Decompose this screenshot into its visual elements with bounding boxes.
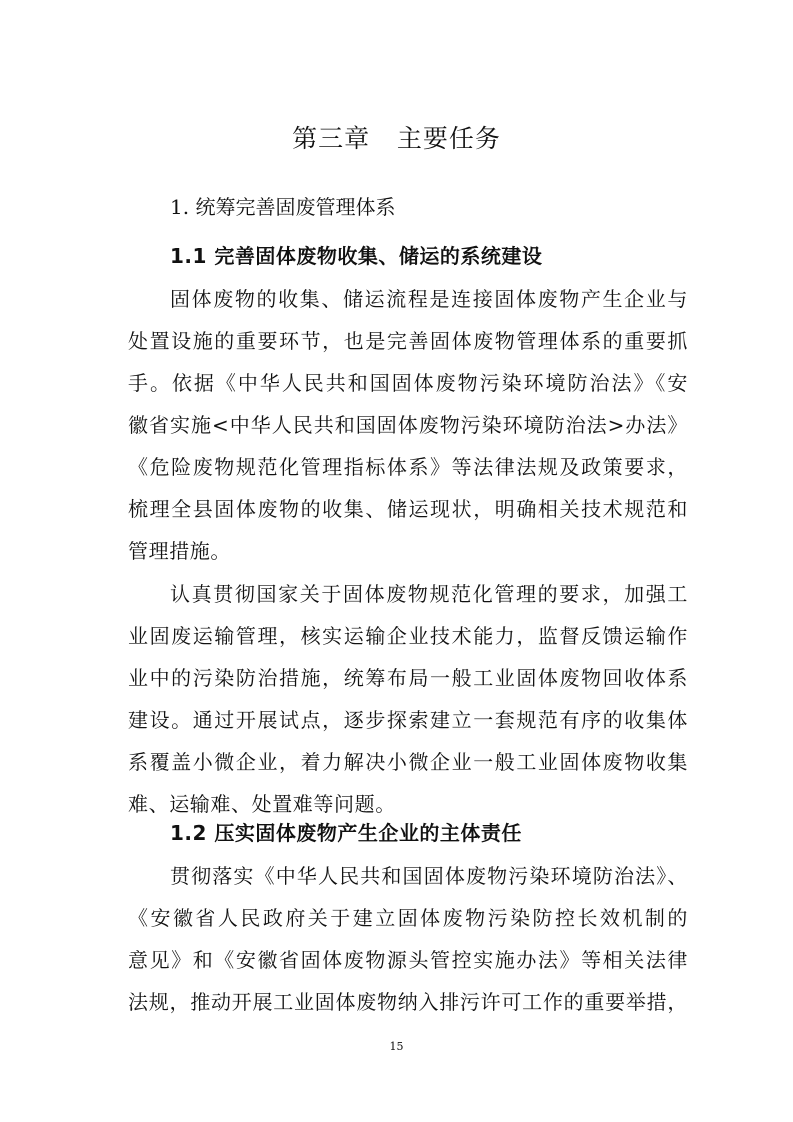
paragraph-line: 认真贯彻国家关于固体废物规范化管理的要求，加强工 xyxy=(170,582,688,606)
paragraph xyxy=(128,855,688,1023)
paragraph-line: 梳理全县固体废物的收集、储运现状，明确相关技术规范和 xyxy=(128,497,688,521)
paragraph-line: 业固废运输管理，核实运输企业技术能力，监督反馈运输作 xyxy=(128,624,688,648)
subsection-heading-1-1: 1.1 完善固体废物收集、储运的系统建设 xyxy=(170,244,543,268)
paragraph-line: 处置设施的重要环节，也是完善固体废物管理体系的重要抓 xyxy=(128,329,688,353)
page-number: 15 xyxy=(389,1040,404,1053)
paragraph-line: 管理措施。 xyxy=(128,539,231,563)
paragraph-line: 难、运输难、处置难等问题。 xyxy=(128,792,396,816)
subsection-heading-1-2: 1.2 压实固体废物产生企业的主体责任 xyxy=(170,821,522,845)
paragraph-line: 贯彻落实《中华人民共和国固体废物污染环境防治法》、 xyxy=(170,864,688,888)
section-heading-1: 1. 统筹完善固废管理体系 xyxy=(170,195,396,219)
paragraph-line: 法规，推动开展工业固体废物纳入排污许可工作的重要举措， xyxy=(128,990,688,1014)
paragraph-line: 手。依据《中华人民共和国固体废物污染环境防治法》《安 xyxy=(128,371,688,395)
paragraph-line: 系覆盖小微企业，着力解决小微企业一般工业固体废物收集 xyxy=(128,750,688,774)
paragraph-line: 徽省实施<中华人民共和国固体废物污染环境防治法>办法》 xyxy=(128,413,688,437)
paragraph xyxy=(128,573,688,825)
paragraph xyxy=(128,278,688,572)
paragraph-line: 意见》和《安徽省固体废物源头管控实施办法》等相关法律 xyxy=(128,948,688,972)
paragraph-line: 建设。通过开展试点，逐步探索建立一套规范有序的收集体 xyxy=(128,708,688,732)
paragraph-line: 固体废物的收集、储运流程是连接固体废物产生企业与 xyxy=(170,287,688,311)
chapter-title: 第三章 主要任务 xyxy=(292,124,501,153)
paragraph-line: 《安徽省人民政府关于建立固体废物污染防控长效机制的 xyxy=(128,906,688,930)
paragraph-line: 《危险废物规范化管理指标体系》等法律法规及政策要求， xyxy=(128,455,688,479)
paragraph-line: 业中的污染防治措施，统筹布局一般工业固体废物回收体系 xyxy=(128,666,688,690)
